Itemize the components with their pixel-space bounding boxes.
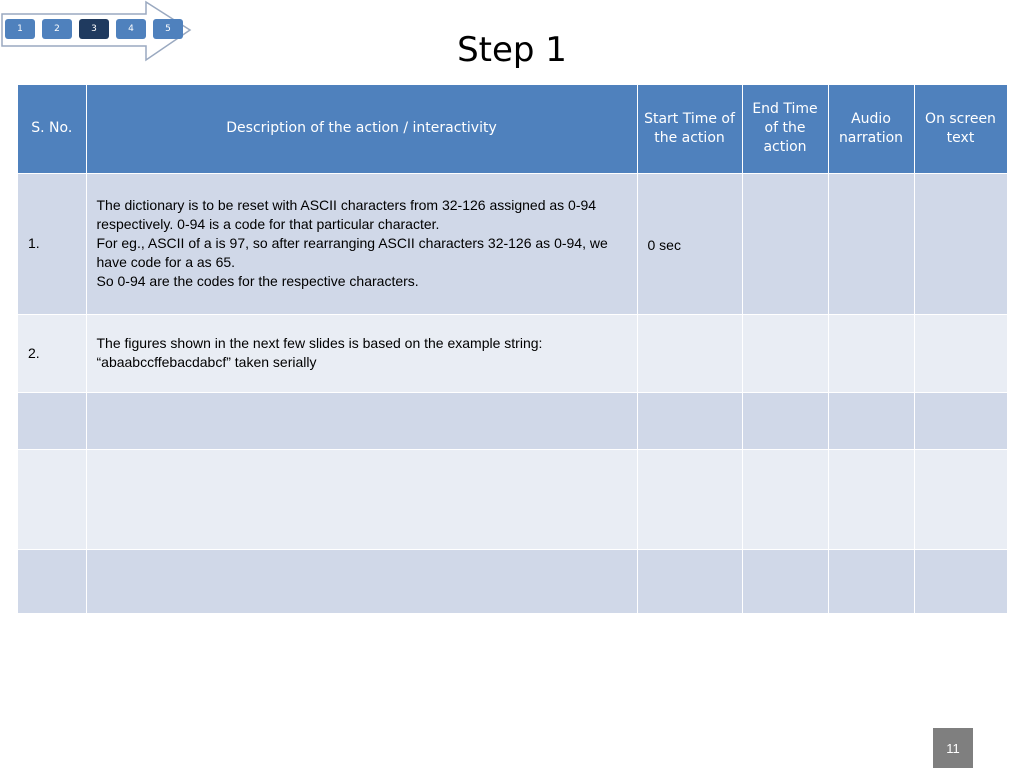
cell-description [86, 449, 637, 549]
cell-sno [18, 392, 86, 449]
header-description: Description of the action / interactivity [86, 85, 637, 173]
step-button-4[interactable]: 4 [116, 19, 146, 39]
description-line: The figures shown in the next few slides is based on the example string: “abaabccffebacdabcf” taken serially [96, 335, 543, 370]
cell-start-time: 0 sec [637, 173, 742, 314]
page-title: Step 1 [457, 30, 567, 70]
cell-start-time [637, 314, 742, 392]
cell-onscreen [914, 173, 1007, 314]
cell-start-time [637, 549, 742, 613]
cell-description [86, 392, 637, 449]
cell-start-time [637, 449, 742, 549]
table-header-row [18, 85, 1007, 173]
cell-audio [828, 549, 914, 613]
description-line: For eg., ASCII of a is 97, so after rearranging ASCII characters 32-126 as 0-94, we have code for a as 65. [96, 235, 608, 270]
step-button-3[interactable]: 3 [79, 19, 109, 39]
cell-description [86, 173, 637, 314]
header-sno: S. No. [18, 85, 86, 173]
cell-onscreen [914, 449, 1007, 549]
cell-audio [828, 173, 914, 314]
table-row [18, 549, 1007, 613]
description-line: So 0-94 are the codes for the respective characters. [96, 273, 419, 289]
table-row [18, 449, 1007, 549]
header-end-time: End Time of the action [742, 85, 828, 173]
cell-audio [828, 392, 914, 449]
page-number-badge: 11 [933, 728, 973, 768]
cell-onscreen [914, 392, 1007, 449]
cell-sno [18, 549, 86, 613]
cell-onscreen [914, 314, 1007, 392]
description-line: The dictionary is to be reset with ASCII characters from 32-126 assigned as 0-94 respectively. 0-94 is a code for that particular character. [96, 197, 597, 232]
action-table [18, 85, 1008, 613]
cell-end-time [742, 392, 828, 449]
cell-end-time [742, 549, 828, 613]
cell-audio [828, 449, 914, 549]
cell-audio [828, 314, 914, 392]
cell-description [86, 314, 637, 392]
step-button-1[interactable]: 1 [5, 19, 35, 39]
cell-sno: 2. [18, 314, 86, 392]
cell-sno [18, 449, 86, 549]
step-button-2[interactable]: 2 [42, 19, 72, 39]
table-row [18, 314, 1007, 392]
step-button-5[interactable]: 5 [153, 19, 183, 39]
cell-end-time [742, 449, 828, 549]
table-row [18, 173, 1007, 314]
cell-end-time [742, 314, 828, 392]
cell-start-time [637, 392, 742, 449]
table-row [18, 392, 1007, 449]
cell-description [86, 549, 637, 613]
cell-onscreen [914, 549, 1007, 613]
cell-end-time [742, 173, 828, 314]
header-onscreen: On screen text [914, 85, 1007, 173]
header-audio: Audio narration [828, 85, 914, 173]
header-start-time: Start Time of the action [637, 85, 742, 173]
cell-sno: 1. [18, 173, 86, 314]
